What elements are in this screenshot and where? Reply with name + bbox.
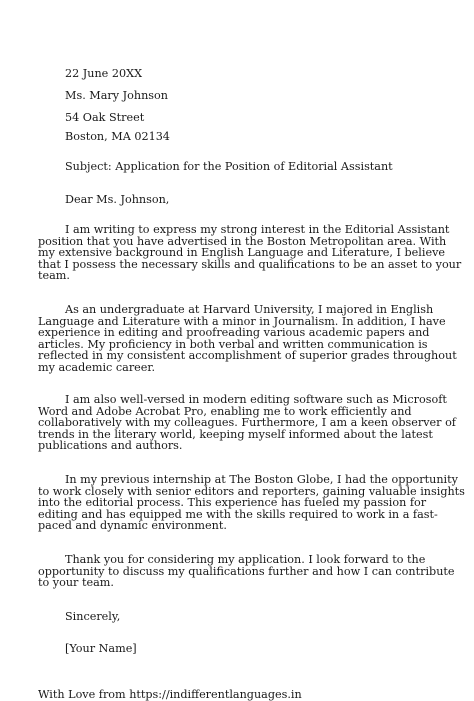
letter-date: 22 June 20XX	[65, 67, 143, 80]
body-paragraph-2: As an undergraduate at Harvard University, I majored in English Language and Literature with a minor in Journalism. In addition, I have experience in editing and proofreading various academic papers and articles. My proficiency in both verbal and written communication is reflected in my consistent accomplishment of superior grades throughout my academic career.	[38, 303, 457, 374]
body-paragraph-1: I am writing to express my strong interest in the Editorial Assistant position that you have advertised in the Boston Metropolitan area. With my extensive background in English Language and Literature, I believe that I possess the necessary skills and qualifications to be an asset to your team.	[38, 223, 462, 283]
letter-subject: Subject: Application for the Position of Editorial Assistant	[65, 160, 393, 173]
letter-closing: Sincerely,	[65, 610, 121, 623]
body-paragraph-5: Thank you for considering my application. I look forward to the opportunity to discuss my qualifications further and how I can contribute to your team.	[38, 553, 455, 590]
recipient-city: Boston, MA 02134	[65, 130, 170, 143]
body-paragraph-3: I am also well-versed in modern editing software such as Microsoft Word and Adobe Acrobat Pro, enabling me to work efficiently and collaboratively with my colleagues. Furthermore, I am a keen observer of trends in the literary world, keeping myself informed about the latest publications and authors.	[38, 393, 456, 453]
footer-credit: With Love from https://indifferentlanguages.in	[38, 688, 302, 701]
body-paragraph-4: In my previous internship at The Boston Globe, I had the opportunity to work closely with senior editors and reporters, gaining valuable insights into the editorial process. This experience has fueled my passion for editing and has equipped me with the skills required to work in a fast-paced and dynamic environment.	[38, 473, 465, 533]
recipient-street: 54 Oak Street	[65, 111, 145, 124]
recipient-name: Ms. Mary Johnson	[65, 89, 168, 102]
letter-signature: [Your Name]	[65, 642, 137, 655]
letter-salutation: Dear Ms. Johnson,	[65, 193, 170, 206]
